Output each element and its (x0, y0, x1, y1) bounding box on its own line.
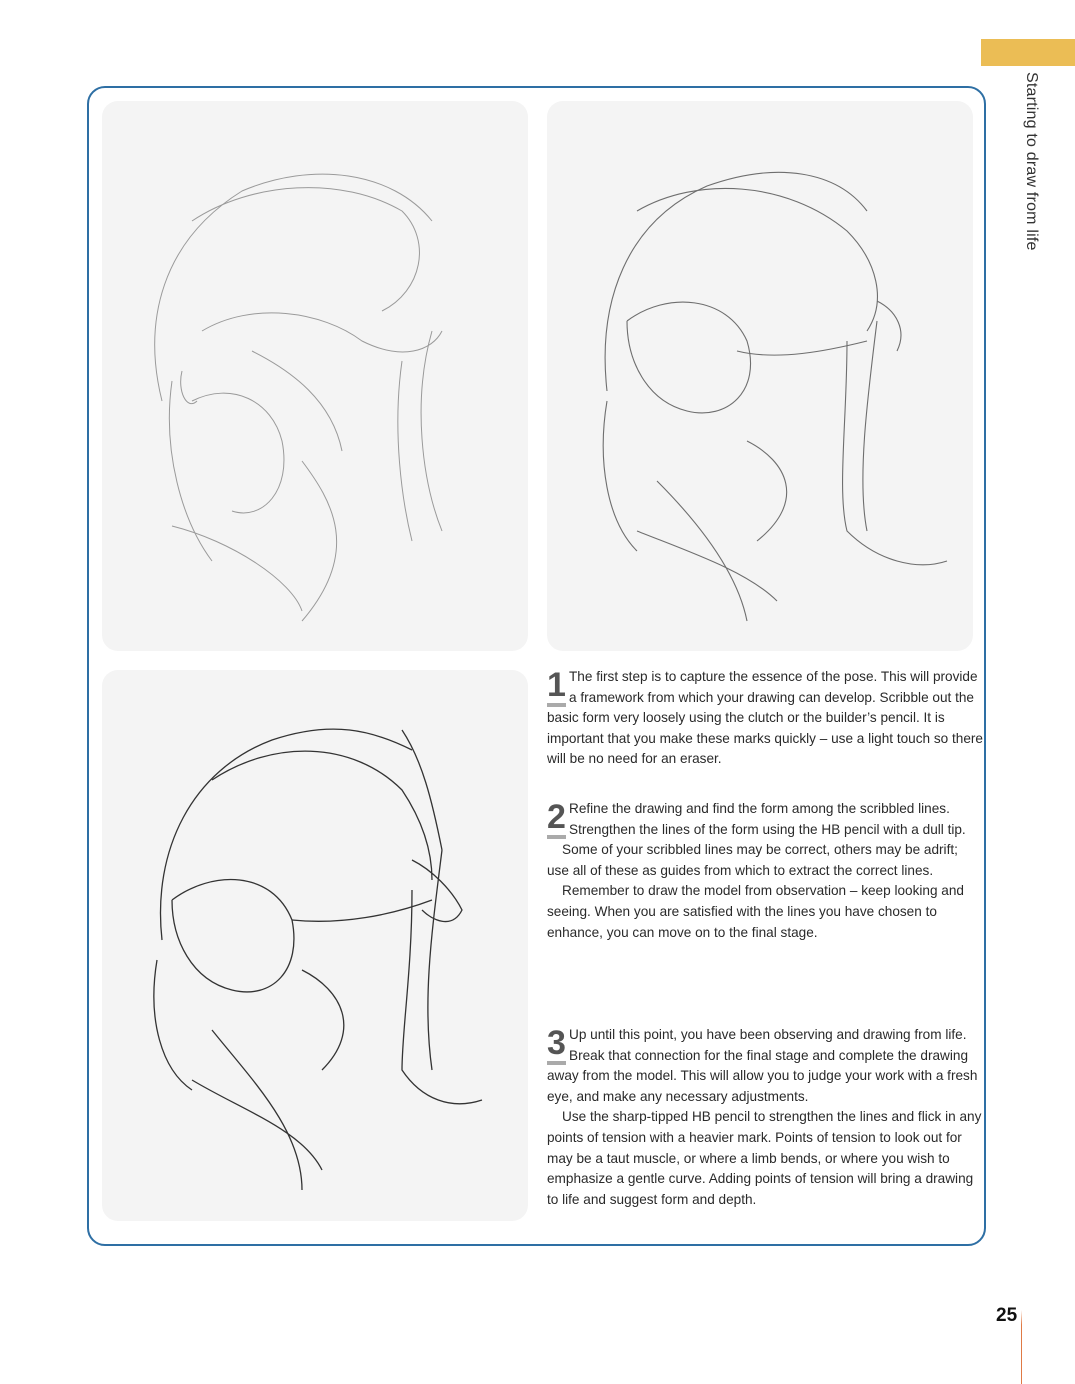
page-number: 25 (996, 1305, 1018, 1326)
step-3-text (547, 1025, 983, 1210)
step-2-text (547, 799, 983, 943)
step-number: 2 (547, 802, 566, 839)
step-paragraph: Some of your scribbled lines may be correct, others may be adrift; use all of these as guides from which to extract the correct lines. (547, 842, 958, 878)
step-1-text (547, 667, 983, 770)
step-2-illustration (547, 101, 973, 651)
step-paragraph: Remember to draw the model from observation – keep looking and seeing. When you are satisfied with the lines you have chosen to enhance, you can move on to the final stage. (547, 883, 964, 940)
step-paragraph: Use the sharp-tipped HB pencil to strengthen the lines and flick in any points of tension with a heavier mark. Points of tension to look out for may be a taut muscle, or where a limb bends, or where you wish to emphasize a gentle curve. Adding points of tension will bring a drawing to life and suggest form and depth. (547, 1109, 982, 1207)
step-1-illustration (102, 101, 528, 651)
step-paragraph: The first step is to capture the essence of the pose. This will provide a framework from which your drawing can develop. Scribble out the basic form very loosely using the clutch or the builder’s pencil. It is important that you make these marks quickly – use a light touch so there will be no need for an eraser. (547, 669, 983, 767)
step-paragraph: Up until this point, you have been observing and drawing from life. Break that connection for the final stage and complete the drawing away from the model. This will allow you to judge your work with a fresh eye, and make any necessary adjustments. (547, 1027, 978, 1104)
step-number: 1 (547, 670, 566, 707)
running-head: Starting to draw from life (1023, 72, 1040, 251)
step-2-sketch (547, 101, 973, 651)
chapter-tab (981, 39, 1075, 66)
step-1-sketch (102, 101, 528, 651)
step-paragraph: Refine the drawing and find the form among the scribbled lines. Strengthen the lines of the form using the HB pencil with a dull tip. (569, 801, 966, 837)
step-3-sketch (102, 670, 528, 1221)
step-3-illustration (102, 670, 528, 1221)
step-number: 3 (547, 1028, 566, 1065)
page-rule (1021, 1310, 1022, 1384)
